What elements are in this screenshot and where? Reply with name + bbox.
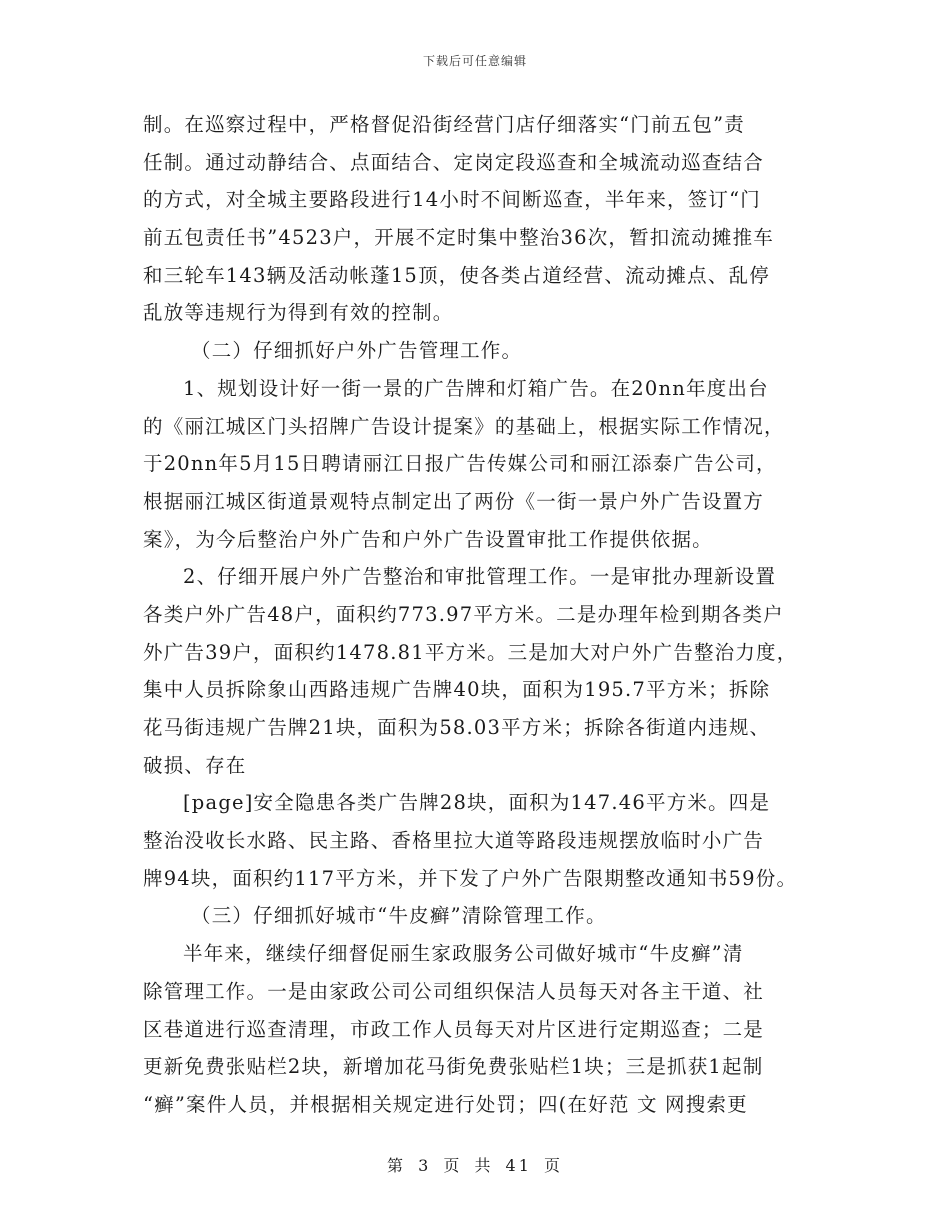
text-line: “癣”案件人员，并根据相关规定进行处罚；四(在好范 文 网搜索更 [143,1092,748,1116]
text-line: 的《丽江城区门头招牌广告设计提案》的基础上，根据实际工作情况， [143,414,785,438]
text-line: 任制。通过动静结合、点面结合、定岗定段巡查和全城流动巡查结合 [143,150,765,174]
page-footer: 第 3 页 共 41 页 [387,1156,563,1175]
section-heading: （二）仔细抓好户外广告管理工作。 [191,339,523,363]
text-line: 集中人员拆除象山西路违规广告牌40块，面积为195.7平方米；拆除 [143,678,771,702]
text-line: 各类户外广告48户，面积约773.97平方米。二是办理年检到期各类户 [143,602,784,626]
document-body [143,106,813,1124]
text-line: 更新免费张贴栏2块，新增加花马街免费张贴栏1块；三是抓获1起制 [143,1055,764,1079]
text-line: 制。在巡察过程中，严格督促沿街经营门店仔细落实“门前五包”责 [143,113,745,136]
text-line: 牌94块，面积约117平方米，并下发了户外广告限期整改通知书59份。 [143,866,798,890]
text-line: 除管理工作。一是由家政公司公司组织保洁人员每天对各主干道、社 [143,979,765,1003]
section-heading: （三）仔细抓好城市“牛皮癣”清除管理工作。 [191,904,607,928]
text-line: 乱放等违规行为得到有效的控制。 [143,301,454,325]
text-line: 破损、存在 [143,753,247,777]
text-line: 2、仔细开展户外广告整治和审批管理工作。一是审批办理新设置 [183,565,777,589]
text-line: 外广告39户，面积约1478.81平方米。三是加大对户外广告整治力度， [143,640,798,664]
text-line: 根据丽江城区街道景观特点制定出了两份《一街一景户外广告设置方 [143,489,765,513]
text-line: 前五包责任书”4523户，开展不定时集中整治36次，暂扣流动摊推车 [143,226,775,250]
text-line: 整治没收长水路、民主路、香格里拉大道等路段违规摆放临时小广告 [143,829,765,853]
text-line: 半年来，继续仔细督促丽生家政服务公司做好城市“牛皮癣”清 [183,942,744,966]
text-line: 于20nn年5月15日聘请丽江日报广告传媒公司和丽江添泰广告公司， [143,452,777,476]
text-line: [page]安全隐患各类广告牌28块，面积为147.46平方米。四是 [183,791,771,815]
text-line: 案》，为今后整治户外广告和户外广告设置审批工作提供依据。 [143,527,713,551]
text-line: 的方式，对全城主要路段进行14小时不间断巡查，半年来，签订“门 [143,188,761,212]
text-line: 区巷道进行巡查清理，市政工作人员每天对片区进行定期巡查；二是 [143,1017,765,1041]
text-line: 和三轮车143辆及活动帐蓬15顶，使各类占道经营、流动摊点、乱停 [143,263,770,287]
text-line: 花马街违规广告牌21块，面积为58.03平方米；拆除各街道内违规、 [143,716,771,739]
page-header: 下载后可任意编辑 [422,54,527,68]
text-line: 1、规划设计好一街一景的广告牌和灯箱广告。在20nn年度出台 [183,376,769,400]
